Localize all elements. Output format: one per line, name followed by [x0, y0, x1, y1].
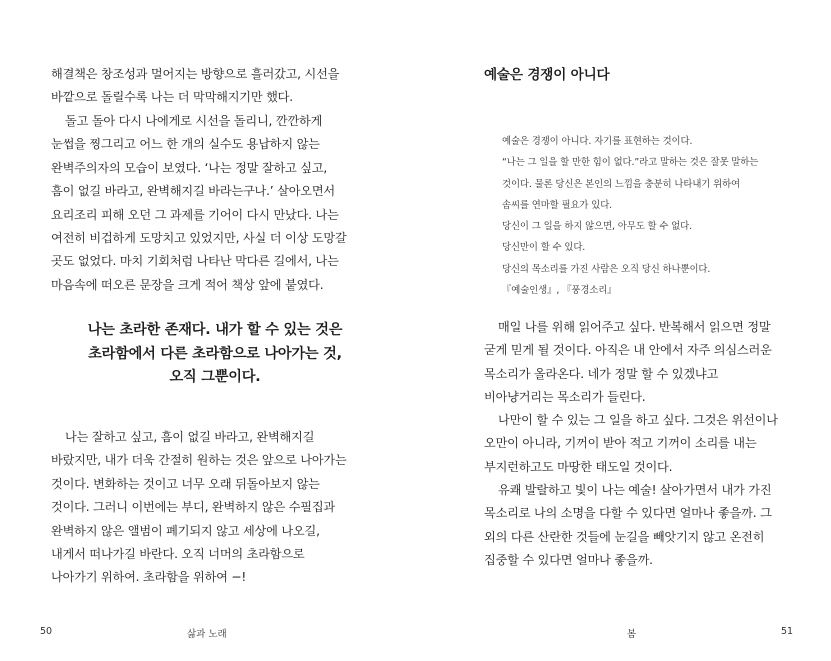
poem-line: 당신의 목소리를 가진 사람은 오직 당신 하나뿐이다. — [502, 263, 711, 275]
text-line: 유쾌 발랄하고 빛이 나는 예술! 살아가면서 내가 가진 — [498, 483, 772, 497]
highlight-quote — [50, 319, 380, 390]
text-line: 나는 잘하고 싶고, 흠이 없길 바라고, 완벽해지길 — [65, 430, 315, 444]
text-line: 나만이 할 수 있는 그 일을 하고 싶다. 그것은 위선이나 — [498, 413, 778, 427]
quote-line: 초라함에서 다른 초라함으로 나아가는 것, — [88, 345, 342, 362]
text-line: 바깥으로 돌릴수록 나는 더 막막해지기만 했다. — [51, 90, 293, 105]
text-line: 여전히 비겁하게 도망치고 있었지만, 사실 더 이상 도망갈 — [51, 231, 347, 246]
text-line: 목소리가 올라온다. 네가 정말 할 수 있겠냐고 — [484, 366, 719, 381]
poem-line: 것이다. 물론 당신은 본인의 느낌을 충분히 나타내기 위하여 — [502, 178, 740, 190]
text-line: 눈썹을 찡그리고 어느 한 개의 실수도 용납하지 않는 — [51, 137, 320, 152]
left-page — [0, 0, 415, 661]
text-line: 완벽하지 않은 앨범이 폐기되지 않고 세상에 나오길, — [51, 523, 320, 538]
page-number: 50 — [40, 626, 53, 637]
running-title: 봄 — [627, 629, 637, 640]
text-line: 외의 다른 산란한 것들에 눈길을 빼앗기지 않고 온전히 — [484, 529, 765, 544]
poem-line: “나는 그 일을 할 만한 힘이 없다.”라고 말하는 것은 잘못 말하는 — [502, 157, 759, 169]
text-line: 것이다. 변화하는 것이고 너무 오래 뒤돌아보지 않는 — [51, 476, 320, 491]
right-page — [416, 0, 831, 661]
poem-line: 예술은 경쟁이 아니다. 자기를 표현하는 것이다. — [502, 136, 693, 147]
text-line: 돌고 돌아 다시 나에게로 시선을 돌리니, 깐깐하게 — [65, 114, 323, 128]
text-line: 마음속에 떠오른 문장을 크게 적어 책상 앞에 붙였다. — [51, 277, 324, 292]
poem-line: 당신이 그 일을 하지 않으면, 아무도 할 수 없다. — [502, 221, 693, 233]
page-number: 51 — [781, 626, 794, 637]
quoted-poem — [502, 131, 758, 301]
quote-line: 오직 그뿐이다. — [169, 369, 261, 385]
text-line: 집중할 수 있다면 얼마나 좋을까. — [484, 553, 653, 568]
text-line: 부지런하고도 마땅한 태도일 것이다. — [484, 459, 673, 474]
paragraph-2 — [484, 409, 778, 479]
paragraph-2 — [51, 110, 347, 297]
poem-line: 당신만이 할 수 있다. — [502, 242, 586, 254]
text-line: 목소리로 나의 소명을 다할 수 있다면 얼마나 좋을까. 그 — [484, 506, 772, 521]
text-line: 것이다. 그러니 이번에는 부디, 완벽하지 않은 수필집과 — [51, 500, 336, 515]
text-line: 비아냥거리는 목소리가 들린다. — [484, 390, 646, 405]
paragraph-3 — [51, 426, 347, 590]
running-title: 삶과 노래 — [187, 629, 227, 640]
section-title: 예술은 경쟁이 아니다 — [484, 67, 610, 83]
poem-source: 『예술인생』, 『풍경소리』 — [502, 285, 617, 297]
text-line: 요리조리 피해 오던 그 과제를 기어이 다시 만났다. 나는 — [51, 207, 339, 222]
text-line: 나아가기 위하여. 초라함을 위하여 −! — [51, 570, 247, 585]
quote-line: 나는 초라한 존재다. 내가 할 수 있는 것은 — [87, 322, 343, 338]
text-line: 곳도 없었다. 마치 기회처럼 나타난 막다른 길에서, 나는 — [51, 254, 339, 269]
poem-line: 솜씨를 연마할 필요가 있다. — [502, 199, 613, 211]
text-line: 굳게 믿게 될 것이다. 아직은 내 안에서 자주 의심스러운 — [484, 343, 772, 358]
paragraph-1 — [51, 63, 339, 110]
text-line: 오만이 아니라, 기꺼이 받아 적고 기꺼이 소리를 내는 — [484, 436, 757, 451]
text-line: 매일 나를 위해 읽어주고 싶다. 반복해서 읽으면 정말 — [498, 320, 771, 334]
paragraph-1 — [484, 316, 772, 410]
text-line: 바랐지만, 내가 더욱 간절히 원하는 것은 앞으로 나아가는 — [51, 453, 347, 468]
text-line: 완벽주의자의 모습이 보였다. ‘나는 정말 잘하고 싶고, — [51, 160, 328, 175]
text-line: 내게서 떠나가길 바란다. 오직 너머의 초라함으로 — [51, 547, 305, 562]
text-line: 흠이 없길 바라고, 완벽해지길 바라는구나.’ 살아오면서 — [51, 184, 336, 199]
text-line: 해결책은 창조성과 멀어지는 방향으로 흘러갔고, 시선을 — [51, 67, 340, 81]
paragraph-3 — [484, 479, 772, 573]
